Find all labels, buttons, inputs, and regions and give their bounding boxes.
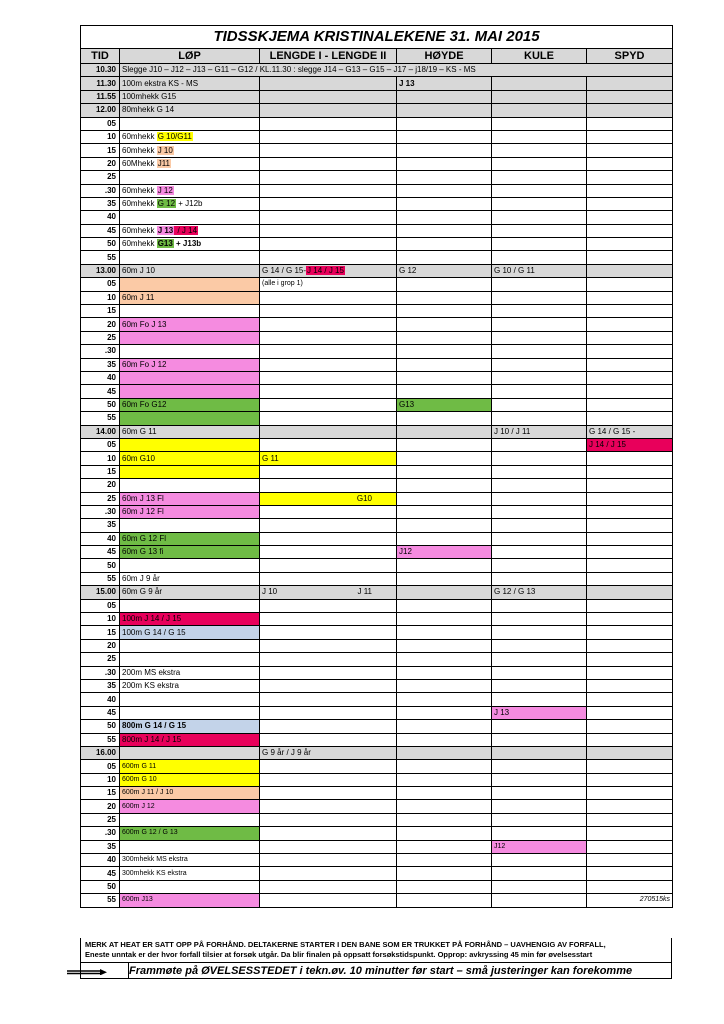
lop-cell: 60m Fo J 13 [120, 318, 260, 331]
time-cell: 55 [81, 733, 120, 746]
time-cell: 15 [81, 144, 120, 157]
class-tag: J 14 / J 15 [307, 266, 344, 276]
time-cell: 10 [81, 613, 120, 626]
lop-cell: 800m G 14 / G 15 [120, 720, 260, 733]
table-row [81, 130, 673, 143]
table-row [81, 64, 673, 77]
table-row [81, 572, 673, 585]
time-cell: 15.00 [81, 586, 120, 599]
time-cell: 35 [81, 679, 120, 692]
table-row [81, 586, 673, 599]
time-cell: 55 [81, 412, 120, 425]
time-cell: 20 [81, 479, 120, 492]
time-cell: 45 [81, 867, 120, 880]
lop-cell: 60m G10 [120, 452, 260, 465]
time-cell: 15 [81, 465, 120, 478]
table-row [81, 492, 673, 505]
time-cell: 10.30 [81, 64, 120, 77]
time-cell: 50 [81, 720, 120, 733]
time-cell: 10 [81, 130, 120, 143]
table-row [81, 479, 673, 492]
table-row [81, 318, 673, 331]
time-cell: .30 [81, 505, 120, 518]
lop-cell: 60m J 10 [120, 264, 260, 277]
table-row [81, 546, 673, 559]
table-row [81, 358, 673, 371]
table-row [81, 787, 673, 800]
lop-text: 60mhekk [122, 185, 157, 195]
time-cell: 50 [81, 238, 120, 251]
time-cell: 55 [81, 251, 120, 264]
time-cell: 25 [81, 653, 120, 666]
time-cell: 35 [81, 358, 120, 371]
lop-cell: 60m Fo G12 [120, 398, 260, 411]
table-row [81, 599, 673, 612]
lop-cell: 100mhekk G15 [120, 90, 260, 103]
time-cell: 05 [81, 438, 120, 451]
table-row [81, 693, 673, 706]
table-row [81, 773, 673, 786]
table-row [81, 505, 673, 518]
table-row [81, 425, 673, 438]
table-row [81, 626, 673, 639]
table-row [81, 438, 673, 451]
table-row [81, 104, 673, 117]
header-kule: KULE [492, 49, 587, 64]
lop-cell: 60m J 9 år [120, 572, 260, 585]
table-row [81, 452, 673, 465]
lop-cell: 300mhekk MS ekstra [120, 854, 260, 867]
table-row [81, 613, 673, 626]
time-cell: 20 [81, 318, 120, 331]
time-cell: 25 [81, 331, 120, 344]
lop-cell: 60m J 12 Fl [120, 505, 260, 518]
lengde-cell: (alle i grop 1) [260, 278, 397, 291]
table-row [81, 184, 673, 197]
table-row [81, 224, 673, 237]
footer-box [80, 962, 672, 979]
lop-cell: 600m G 12 / G 13 [120, 827, 260, 840]
table-row [81, 197, 673, 210]
table-row [81, 90, 673, 103]
table-row [81, 465, 673, 478]
lengde-cell: G 9 år / J 9 år [260, 746, 397, 759]
table-row [81, 706, 673, 719]
lop-cell [120, 197, 260, 210]
kule-cell: G 12 / G 13 [492, 586, 587, 599]
time-cell: 45 [81, 385, 120, 398]
table-row [81, 519, 673, 532]
time-cell: 35 [81, 519, 120, 532]
table-row [81, 840, 673, 853]
lop-cell: 100m ekstra KS - MS [120, 77, 260, 90]
time-cell: .30 [81, 184, 120, 197]
time-cell: 11.30 [81, 77, 120, 90]
time-cell: 40 [81, 532, 120, 545]
table-row [81, 251, 673, 264]
lop-cell: 300mhekk KS ekstra [120, 867, 260, 880]
time-cell: 25 [81, 813, 120, 826]
table-row [81, 800, 673, 813]
lop-cell: 60m J 13 Fl [120, 492, 260, 505]
lengde-text: J 11 [357, 587, 372, 597]
table-row [81, 679, 673, 692]
page-title: TIDSSKJEMA KRISTINALEKENE 31. MAI 2015 [81, 26, 673, 49]
lop-cell: 600m J 11 / J 10 [120, 787, 260, 800]
time-cell: .30 [81, 345, 120, 358]
table-row [81, 238, 673, 251]
lop-cell: 600m J 12 [120, 800, 260, 813]
time-cell: 14.00 [81, 425, 120, 438]
table-row [81, 264, 673, 277]
table-row [81, 144, 673, 157]
lop-cell: 60m J 11 [120, 291, 260, 304]
header-lop: LØP [120, 49, 260, 64]
lop-cell: 60m G 9 år [120, 586, 260, 599]
table-row [81, 157, 673, 170]
kule-cell: J 10 / J 11 [492, 425, 587, 438]
time-cell: 12.00 [81, 104, 120, 117]
time-cell: .30 [81, 666, 120, 679]
table-row [81, 532, 673, 545]
kule-cell: G 10 / G 11 [492, 264, 587, 277]
lop-cell: 60m Fo J 12 [120, 358, 260, 371]
class-tag: J 13 [157, 225, 174, 235]
lop-cell: 800m J 14 / J 15 [120, 733, 260, 746]
time-cell: 40 [81, 854, 120, 867]
table-row [81, 733, 673, 746]
table-row [81, 746, 673, 759]
note-line: Eneste unntak er der hvor forfall tilsier at forsøk utgår. Da blir finalen på oppsatt forsøkstidspunkt. Opprop: avkryssing 45 min før øvelsesstart [85, 950, 593, 959]
document-reference: 270515ks [587, 894, 673, 907]
class-tag: J 10 [157, 145, 173, 155]
lop-cell: 60m G 12 Fl [120, 532, 260, 545]
table-row [81, 371, 673, 384]
table-row [81, 412, 673, 425]
class-tag: G 12 [157, 199, 176, 209]
lop-cell: 600m G 10 [120, 773, 260, 786]
header-tid: TID [81, 49, 120, 64]
table-row [81, 720, 673, 733]
lop-text: 60mhekk [122, 239, 157, 249]
table-row [81, 813, 673, 826]
time-cell: 25 [81, 492, 120, 505]
time-cell: 25 [81, 171, 120, 184]
lop-text: 60Mhekk [122, 158, 157, 168]
table-row [81, 305, 673, 318]
lop-text: + J12b [176, 199, 203, 209]
time-cell: 15 [81, 787, 120, 800]
time-cell: 50 [81, 398, 120, 411]
lop-text: 60mhekk [122, 145, 157, 155]
time-cell: 13.00 [81, 264, 120, 277]
lop-cell [120, 157, 260, 170]
lengde-cell [260, 586, 397, 599]
hoyde-cell: J12 [397, 546, 492, 559]
class-tag: G 10/G11 [157, 132, 192, 142]
lop-cell: 600m J13 [120, 894, 260, 907]
time-cell: 45 [81, 224, 120, 237]
lengde-cell: G10 [260, 492, 397, 505]
lop-cell: 80mhekk G 14 [120, 104, 260, 117]
table-row [81, 331, 673, 344]
time-cell: 55 [81, 572, 120, 585]
time-cell: 35 [81, 197, 120, 210]
table-row [81, 894, 673, 907]
table-row [81, 211, 673, 224]
table-row [81, 827, 673, 840]
time-cell: 45 [81, 546, 120, 559]
time-cell: 40 [81, 693, 120, 706]
lop-cell [120, 224, 260, 237]
kule-cell: J12 [492, 840, 587, 853]
time-cell: 16.00 [81, 746, 120, 759]
lop-cell [120, 238, 260, 251]
slegge-cell: Slegge J10 – J12 – J13 – G11 – G12 / KL.11.30 : slegge J14 – G13 – G15 – J17 – j18/19 – KS - MS [120, 64, 673, 77]
lop-cell: 200m MS ekstra [120, 666, 260, 679]
lop-cell [120, 184, 260, 197]
spyd-cell: J 14 / J 15 [587, 438, 673, 451]
table-row [81, 291, 673, 304]
time-cell: 11.55 [81, 90, 120, 103]
time-cell: 05 [81, 278, 120, 291]
table-row [81, 385, 673, 398]
time-cell: 20 [81, 157, 120, 170]
lop-text: 60mhekk [122, 132, 157, 142]
time-cell: .30 [81, 827, 120, 840]
time-cell: 50 [81, 559, 120, 572]
time-cell: 50 [81, 880, 120, 893]
lengde-cell [260, 264, 397, 277]
arrow-right-icon [67, 969, 107, 975]
time-cell: 10 [81, 452, 120, 465]
note-line: MERK AT HEAT ER SATT OPP PÅ FORHÅND. DELTAKERNE STARTER I DEN BANE SOM ER TRUKKET PÅ FORHÅND – UAVHENGIG AV FORFALL, [85, 940, 606, 949]
table-row [81, 398, 673, 411]
table-row [81, 77, 673, 90]
time-cell: 05 [81, 599, 120, 612]
table-row [81, 653, 673, 666]
time-cell: 05 [81, 760, 120, 773]
class-tag: / J 14 [175, 225, 198, 235]
table-row [81, 117, 673, 130]
lop-cell: 60m G 13 fi [120, 546, 260, 559]
lop-cell: 100m G 14 / G 15 [120, 626, 260, 639]
lop-cell [120, 144, 260, 157]
lop-cell [120, 130, 260, 143]
time-cell: 15 [81, 305, 120, 318]
class-tag: J 12 [157, 185, 173, 195]
time-cell: 40 [81, 211, 120, 224]
lop-cell: 600m G 11 [120, 760, 260, 773]
header-lengde: LENGDE I - LENGDE II [260, 49, 397, 64]
spyd-cell: G 14 / G 15 - [587, 425, 673, 438]
time-cell: 55 [81, 894, 120, 907]
table-row [81, 345, 673, 358]
table-row [81, 867, 673, 880]
class-tag: J11 [157, 158, 170, 168]
lop-text: + J13b [173, 239, 202, 249]
lengde-text: G 14 / G 15- [262, 266, 307, 276]
table-row [81, 880, 673, 893]
header-hoyde: HØYDE [397, 49, 492, 64]
footer-text: Frammøte på ØVELSESSTEDET i tekn.øv. 10 minutter før start – små justeringer kan forekomme [129, 965, 633, 977]
hoyde-cell: J 13 [397, 77, 492, 90]
time-cell: 40 [81, 371, 120, 384]
table-row [81, 760, 673, 773]
notes-block [80, 938, 672, 963]
lop-cell: 200m KS ekstra [120, 679, 260, 692]
table-row [81, 559, 673, 572]
schedule-table [80, 25, 673, 908]
time-cell: 20 [81, 639, 120, 652]
time-cell: 05 [81, 117, 120, 130]
lop-text: 60mhekk [122, 199, 157, 209]
class-tag: G13 [157, 239, 173, 249]
hoyde-cell: G13 [397, 398, 492, 411]
table-row [81, 666, 673, 679]
time-cell: 10 [81, 291, 120, 304]
time-cell: 35 [81, 840, 120, 853]
lengde-text: J 10 [262, 587, 278, 597]
table-row [81, 639, 673, 652]
time-cell: 20 [81, 800, 120, 813]
hoyde-cell: G 12 [397, 264, 492, 277]
lengde-cell: G 11 [260, 452, 397, 465]
lop-cell: 100m J 14 / J 15 [120, 613, 260, 626]
table-row [81, 171, 673, 184]
time-cell: 45 [81, 706, 120, 719]
kule-cell: J 13 [492, 706, 587, 719]
time-cell: 10 [81, 773, 120, 786]
header-spyd: SPYD [587, 49, 673, 64]
lop-cell: 60m G 11 [120, 425, 260, 438]
table-row [81, 854, 673, 867]
time-cell: 15 [81, 626, 120, 639]
table-row [81, 278, 673, 291]
lop-text: 60mhekk [122, 225, 157, 235]
